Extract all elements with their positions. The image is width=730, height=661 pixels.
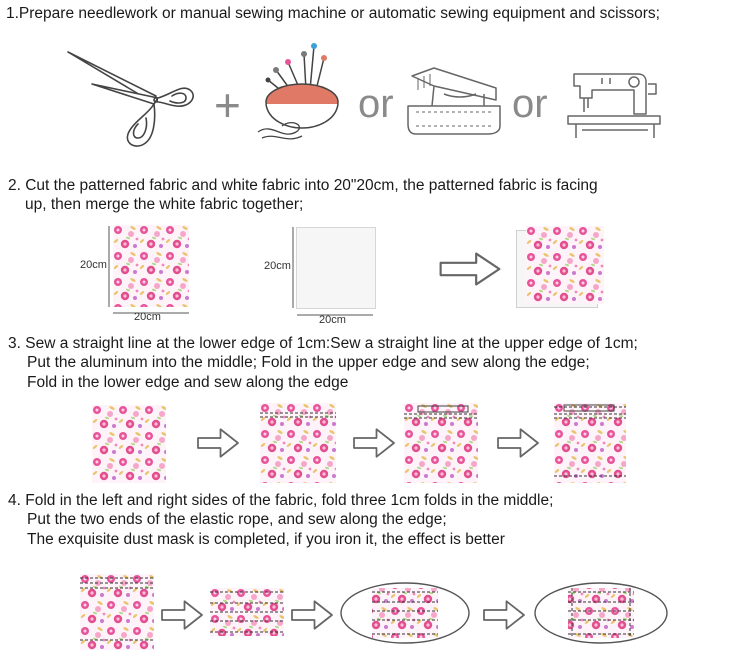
patterned-width-label: 20cm xyxy=(134,311,161,323)
step3-fabric-folded xyxy=(554,403,626,483)
outline-arrow-icon xyxy=(482,600,526,630)
step4-text-line2: Put the two ends of the elastic rope, and sew along the edge; xyxy=(27,511,447,528)
step3-fabric-bottom-seam xyxy=(260,403,336,483)
outline-arrow-icon xyxy=(194,428,242,458)
finished-mask xyxy=(532,580,670,646)
step1-text: 1.Prepare needlework or manual sewing machine or automatic sewing equipment and scissors; xyxy=(6,5,660,22)
step2-text-line2: up, then merge the white fabric together; xyxy=(25,196,304,213)
plus-sign: + xyxy=(214,79,241,131)
patterned-fabric-dimension-lines xyxy=(104,222,196,322)
or-label-1: or xyxy=(358,82,394,126)
outline-arrow-icon xyxy=(290,600,334,630)
handheld-sewing-machine-icon xyxy=(404,64,504,138)
sewing-machine-icon xyxy=(562,64,670,142)
outline-arrow-icon xyxy=(438,252,502,286)
step3-text-line2: Put the aluminum into the middle; Fold in the upper edge and sew along the edge; xyxy=(27,354,590,371)
white-height-label: 20cm xyxy=(264,260,291,272)
merged-fabric-square xyxy=(526,226,604,304)
step3-fabric-aluminum xyxy=(404,403,478,483)
or-label-2: or xyxy=(512,82,548,126)
white-fabric-dimension-lines xyxy=(288,224,380,324)
outline-arrow-icon xyxy=(494,428,542,458)
outline-arrow-icon xyxy=(160,600,204,630)
white-width-label: 20cm xyxy=(319,314,346,326)
patterned-height-label: 20cm xyxy=(80,259,107,271)
step3-text-line1: 3. Sew a straight line at the lower edge of 1cm:Sew a straight line at the upper edge of 1cm; xyxy=(8,335,638,352)
step2-text-line1: 2. Cut the patterned fabric and white fabric into 20"20cm, the patterned fabric is facing xyxy=(8,177,598,194)
outline-arrow-icon xyxy=(350,428,398,458)
mask-with-elastic xyxy=(338,580,472,646)
step4-fabric-pleated xyxy=(210,588,284,636)
step3-fabric-plain xyxy=(92,405,166,483)
scissors-icon xyxy=(64,44,204,154)
step3-text-line3: Fold in the lower edge and sew along the edge xyxy=(27,374,349,391)
step4-text-line3: The exquisite dust mask is completed, if you iron it, the effect is better xyxy=(27,531,505,548)
step4-fabric-seamed xyxy=(80,574,154,650)
pincushion-icon xyxy=(252,40,348,144)
step4-text-line1: 4. Fold in the left and right sides of the fabric, fold three 1cm folds in the middle; xyxy=(8,492,554,509)
